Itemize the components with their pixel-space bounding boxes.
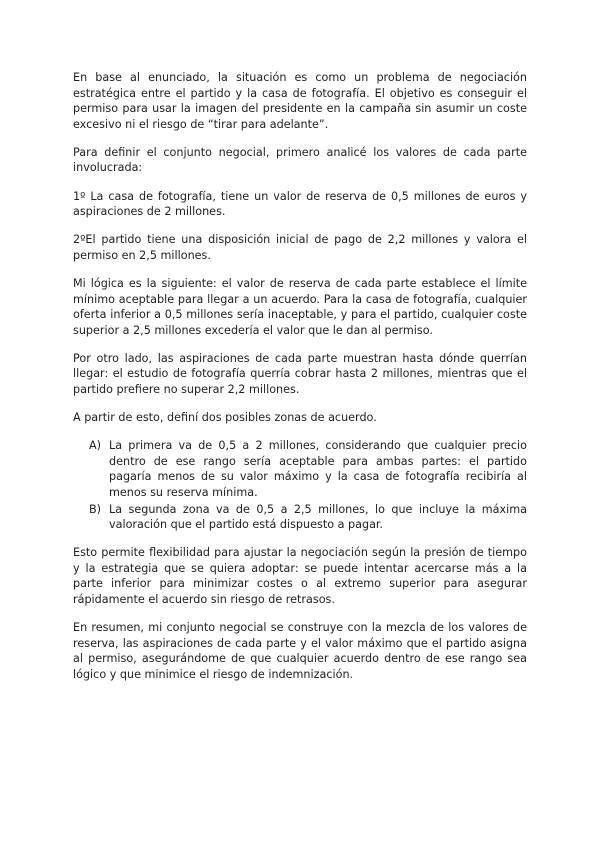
paragraph-casa-fotografia: 1º La casa de fotografía, tiene un valor de reserva de 0,5 millones de euros y aspiraciones de 2 millones.	[73, 189, 527, 219]
document-page	[73, 70, 527, 695]
zonas-acuerdo-list	[73, 438, 527, 533]
paragraph-resumen: En resumen, mi conjunto negocial se construye con la mezcla de los valores de reserva, las aspiraciones de cada parte y el valor máximo que el partido asigna al permiso, asegurándome de que cualquier acuerdo dentro de ese rango sea lógico y que minimice el riesgo de indemnización.	[73, 621, 527, 681]
list-item-text: La segunda zona va de 0,5 a 2,5 millones, lo que incluye la máxima valoración que el partido está dispuesto a pagar.	[109, 502, 527, 532]
list-marker: B)	[89, 502, 102, 516]
paragraph-logica: Mi lógica es la siguiente: el valor de reserva de cada parte establece el límite mínimo aceptable para llegar a un acuerdo. Para la casa de fotografía, cualquier oferta inferior a 0,5 millones sería inaceptable, y para el partido, cualquier coste superior a 2,5 millones excedería el valor que le dan al permiso.	[73, 276, 527, 337]
paragraph-aspiraciones: Por otro lado, las aspiraciones de cada parte muestran hasta dónde querrían llegar: el estudio de fotografía querría cobrar hasta 2 millones, mientras que el partido prefiere no superar 2,2 millones.	[73, 351, 527, 396]
paragraph-flexibilidad: Esto permite flexibilidad para ajustar la negociación según la presión de tiempo y la estrategia que se quiera adoptar: se puede intentar acercarse más a la parte inferior para minimizar costes o al extremo superior para asegurar rápidamente el acuerdo sin riesgo de retrasos.	[73, 546, 527, 607]
paragraph-intro: En base al enunciado, la situación es como un problema de negociación estratégica entre el partido y la casa de fotografía. El objetivo es conseguir el permiso para usar la imagen del presidente en la campaña sin asumir un coste excesivo ni el riesgo de “tirar para adelante”.	[73, 71, 527, 131]
list-marker: A)	[89, 439, 102, 453]
paragraph-conjunto-negocial: Para definir el conjunto negocial, primero analicé los valores de cada parte involucrada:	[73, 145, 527, 175]
paragraph-partido: 2ºEl partido tiene una disposición inicial de pago de 2,2 millones y valora el permiso en 2,5 millones.	[73, 233, 527, 262]
list-item	[73, 502, 527, 533]
list-item-text: La primera va de 0,5 a 2 millones, considerando que cualquier precio dentro de ese rango sería aceptable para ambas partes: el partido pagaría menos de su valor máximo y la casa de fotografía recibiría al menos su reserva mínima.	[109, 439, 527, 499]
list-item	[73, 438, 527, 500]
paragraph-zonas-intro: A partir de esto, definí dos posibles zonas de acuerdo.	[73, 411, 377, 425]
